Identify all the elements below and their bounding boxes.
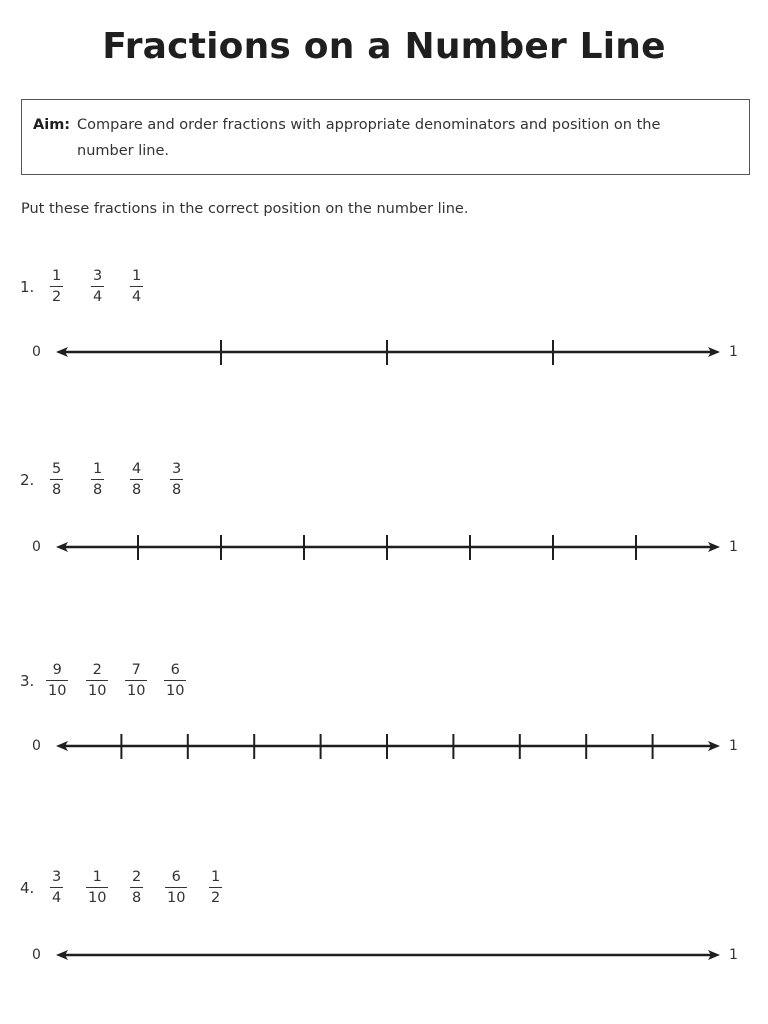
fraction-bar: [164, 680, 186, 681]
fraction-denominator: 10: [166, 682, 185, 699]
fraction-denominator: 4: [52, 889, 62, 906]
fraction-numerator: 3: [172, 461, 182, 477]
page-title: Fractions on a Number Line: [102, 26, 666, 67]
fraction: [164, 663, 186, 698]
fraction-bar: [50, 479, 63, 480]
question-number: 2.: [20, 471, 35, 489]
fraction-numerator: 1: [132, 268, 142, 284]
number-line-start-label: 0: [32, 738, 41, 754]
question-number: 1.: [20, 278, 35, 296]
fraction-bar: [50, 286, 63, 287]
fraction-numerator: 3: [52, 869, 62, 885]
fraction-bar: [170, 479, 183, 480]
fraction-denominator: 2: [52, 288, 62, 305]
fraction: [50, 269, 63, 304]
question-number: 4.: [20, 879, 35, 897]
fraction: [165, 870, 187, 905]
fraction-denominator: 4: [93, 288, 103, 305]
fraction-denominator: 8: [132, 889, 142, 906]
fraction: [130, 870, 143, 905]
fraction-numerator: 1: [211, 869, 221, 885]
fraction-bar: [86, 887, 108, 888]
fraction-numerator: 1: [52, 268, 62, 284]
fraction-bar: [130, 887, 143, 888]
number-line-end-label: 1: [729, 344, 738, 360]
fraction-bar: [165, 887, 187, 888]
fraction: [86, 663, 108, 698]
fraction-denominator: 10: [127, 682, 146, 699]
fraction: [125, 663, 147, 698]
fraction-denominator: 8: [93, 481, 103, 498]
aim-box: [21, 99, 750, 175]
fraction-bar: [91, 286, 104, 287]
number-line-end-label: 1: [729, 947, 738, 963]
fraction-bar: [86, 680, 108, 681]
fraction-numerator: 4: [132, 461, 142, 477]
fraction-bar: [125, 680, 147, 681]
fraction-numerator: 1: [92, 869, 102, 885]
fraction-denominator: 8: [132, 481, 142, 498]
instruction-text: Put these fractions in the correct position on the number line.: [21, 201, 469, 217]
fraction-denominator: 10: [48, 682, 67, 699]
fraction-bar: [130, 286, 143, 287]
fraction-bar: [50, 887, 63, 888]
number-line: [0, 726, 768, 766]
fraction: [91, 269, 104, 304]
fraction-denominator: 10: [88, 889, 107, 906]
number-line-end-label: 1: [729, 539, 738, 555]
number-line-end-label: 1: [729, 738, 738, 754]
fraction-numerator: 2: [132, 869, 142, 885]
fraction-bar: [209, 887, 222, 888]
fraction-denominator: 8: [52, 481, 62, 498]
fraction: [46, 663, 68, 698]
fraction-bar: [91, 479, 104, 480]
number-line: [0, 527, 768, 567]
number-line-start-label: 0: [32, 344, 41, 360]
fraction-numerator: 1: [93, 461, 103, 477]
question-number: 3.: [20, 672, 35, 690]
aim-text-line-2: number line.: [77, 143, 169, 159]
fraction: [130, 269, 143, 304]
fraction-bar: [46, 680, 68, 681]
fraction: [91, 462, 104, 497]
fraction: [50, 462, 63, 497]
aim-label: Aim:: [33, 117, 71, 133]
number-line: [0, 935, 768, 975]
fraction: [86, 870, 108, 905]
fraction-bar: [130, 479, 143, 480]
fraction-numerator: 2: [92, 662, 102, 678]
number-line-start-label: 0: [32, 539, 41, 555]
fraction: [130, 462, 143, 497]
number-line: [0, 332, 768, 372]
fraction-denominator: 2: [211, 889, 221, 906]
fraction-denominator: 10: [167, 889, 186, 906]
fraction: [170, 462, 183, 497]
fraction-numerator: 6: [171, 869, 181, 885]
fraction-denominator: 4: [132, 288, 142, 305]
aim-text-line-1: Compare and order fractions with appropriate denominators and position on the: [77, 117, 661, 133]
fraction-numerator: 7: [131, 662, 141, 678]
fraction-numerator: 9: [52, 662, 62, 678]
fraction: [50, 870, 63, 905]
number-line-start-label: 0: [32, 947, 41, 963]
fraction: [209, 870, 222, 905]
fraction-numerator: 5: [52, 461, 62, 477]
fraction-numerator: 3: [93, 268, 103, 284]
fraction-denominator: 8: [172, 481, 182, 498]
fraction-denominator: 10: [88, 682, 107, 699]
fraction-numerator: 6: [170, 662, 180, 678]
